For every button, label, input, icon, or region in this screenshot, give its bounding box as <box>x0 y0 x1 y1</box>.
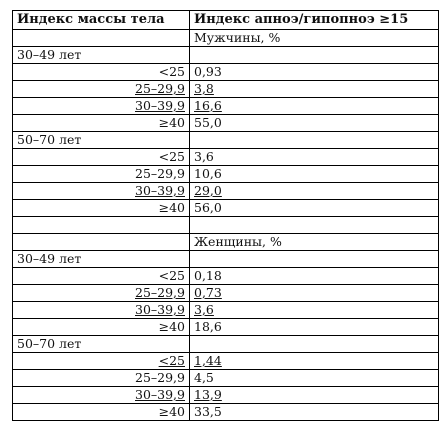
group-label: 50–70 лет <box>13 336 190 353</box>
bmi-cell: ≥40 <box>13 200 190 217</box>
bmi-cell: <25 <box>13 353 190 370</box>
bmi-apnea-table <box>12 10 439 421</box>
table-row <box>13 319 439 336</box>
group-label: 30–49 лет <box>13 251 190 268</box>
section-label-women: Женщины, % <box>190 234 439 251</box>
value-cell: 10,6 <box>190 166 439 183</box>
bmi-cell: ≥40 <box>13 115 190 132</box>
header-apnea-index: Индекс апноэ/гипопноэ ≥15 <box>190 11 439 30</box>
bmi-cell: 30–39,9 <box>13 387 190 404</box>
bmi-cell: <25 <box>13 149 190 166</box>
bmi-cell: ≥40 <box>13 319 190 336</box>
group-label: 50–70 лет <box>13 132 190 149</box>
table-row <box>13 302 439 319</box>
group-row <box>13 47 439 64</box>
table-row <box>13 353 439 370</box>
group-row <box>13 132 439 149</box>
table-row <box>13 115 439 132</box>
bmi-cell: 25–29,9 <box>13 285 190 302</box>
value-cell: 3,6 <box>190 302 439 319</box>
section-row-men <box>13 30 439 47</box>
value-cell: 1,44 <box>190 353 439 370</box>
table-row <box>13 285 439 302</box>
value-cell: 33,5 <box>190 404 439 421</box>
value-cell: 3,6 <box>190 149 439 166</box>
table-row <box>13 149 439 166</box>
group-row <box>13 336 439 353</box>
value-cell: 0,93 <box>190 64 439 81</box>
value-cell: 29,0 <box>190 183 439 200</box>
group-row <box>13 251 439 268</box>
table-row <box>13 64 439 81</box>
bmi-cell: 25–29,9 <box>13 370 190 387</box>
value-cell: 0,73 <box>190 285 439 302</box>
group-label: 30–49 лет <box>13 47 190 64</box>
header-row <box>13 11 439 30</box>
bmi-cell: 30–39,9 <box>13 98 190 115</box>
table-row <box>13 268 439 285</box>
table-row <box>13 81 439 98</box>
bmi-cell: <25 <box>13 64 190 81</box>
table-row <box>13 200 439 217</box>
value-cell: 4,5 <box>190 370 439 387</box>
bmi-cell: 30–39,9 <box>13 183 190 200</box>
section-row-women <box>13 234 439 251</box>
value-cell: 13,9 <box>190 387 439 404</box>
bmi-cell: 30–39,9 <box>13 302 190 319</box>
bmi-cell: <25 <box>13 268 190 285</box>
table-row <box>13 404 439 421</box>
value-cell: 16,6 <box>190 98 439 115</box>
section-label-men: Мужчины, % <box>190 30 439 47</box>
value-cell: 55,0 <box>190 115 439 132</box>
value-cell: 3,8 <box>190 81 439 98</box>
value-cell: 18,6 <box>190 319 439 336</box>
spacer-row <box>13 217 439 234</box>
table-row <box>13 370 439 387</box>
bmi-cell: 25–29,9 <box>13 81 190 98</box>
table-row <box>13 98 439 115</box>
table-container <box>12 10 438 421</box>
table-row <box>13 166 439 183</box>
table-row <box>13 387 439 404</box>
value-cell: 0,18 <box>190 268 439 285</box>
bmi-cell: ≥40 <box>13 404 190 421</box>
header-bmi: Индекс массы тела <box>13 11 190 30</box>
table-row <box>13 183 439 200</box>
bmi-cell: 25–29,9 <box>13 166 190 183</box>
value-cell: 56,0 <box>190 200 439 217</box>
